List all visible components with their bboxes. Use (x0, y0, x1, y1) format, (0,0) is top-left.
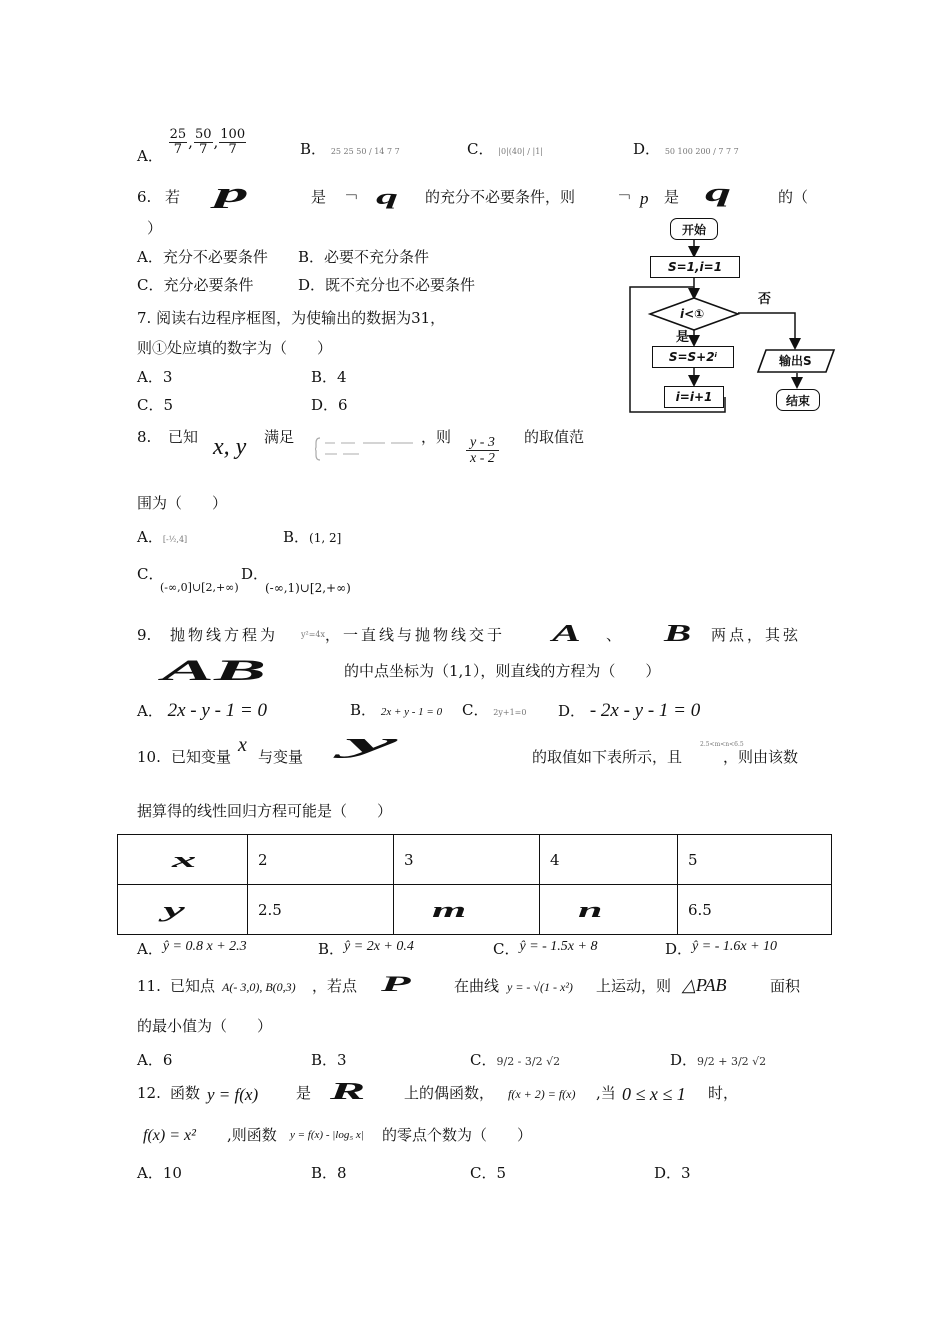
q9-option-c (462, 703, 526, 718)
q12-option-d: D．3 (654, 1164, 691, 1182)
q8-option-b-label: B． (283, 528, 310, 546)
q11-option-c-formula: 9/2 - 3/2 √2 (496, 1055, 561, 1068)
q8-option-b-formula: (1, 2] (309, 531, 342, 545)
table-cell (394, 885, 540, 935)
q8-fraction-numerator: y - 3 (466, 436, 499, 451)
q9-option-d-label: D． (558, 702, 586, 720)
q9-text: 的中点坐标为（1,1），则直线的方程为（ ） (344, 662, 661, 680)
table-cell (540, 885, 678, 935)
q6-text: 的充分不必要条件，则 (425, 188, 576, 206)
q9-option-b (350, 703, 442, 718)
flowchart-increment: i=i+1 (664, 386, 724, 408)
q12-option-b: B．8 (311, 1164, 347, 1182)
q11-text: 已知点 (170, 977, 216, 995)
q6-var-p: p (215, 178, 249, 209)
table-row (118, 835, 832, 885)
q12-range: 0 ≤ x ≤ 1 (622, 1084, 686, 1104)
q6-var-p2: p (640, 189, 649, 208)
q6-text: 若 (165, 188, 181, 206)
q6-text: 的（ (778, 188, 809, 206)
q6-text: 是 (664, 188, 680, 206)
q12-text: 上的偶函数， (404, 1084, 495, 1102)
table-cell: 6.5 (678, 885, 832, 935)
q12-text: ,则函数 (227, 1126, 277, 1144)
q10-number: 10. (137, 748, 161, 766)
fraction: $\frac{25}{7}$ (169, 127, 187, 158)
q7-line2: 则①处应填的数字为（ ） (137, 339, 333, 357)
q10-option-c (493, 939, 598, 958)
q12-var-r: R (330, 1079, 366, 1105)
fraction: $\frac{100}{7}$ (220, 127, 246, 158)
q10-text: 已知变量 (171, 748, 232, 766)
q9-text: ，一直线与抛物线交于 (325, 626, 506, 644)
flowchart-no-label: 否 (758, 292, 772, 307)
q12-option-c: C．5 (470, 1164, 507, 1182)
q8-option-d-formula: (-∞,1)∪[2,+∞) (265, 581, 351, 595)
q10-text: ，则由该数 (723, 748, 799, 766)
q7-line1: 7. 阅读右边程序框图，为使输出的数据为31， (137, 309, 446, 327)
q11-text: 上运动，则 (596, 977, 672, 995)
q11-option-a: A．6 (137, 1051, 173, 1069)
q8-option-c-formula: (-∞,0]∪[2,+∞) (160, 581, 239, 594)
q10-condition: 2.5<m<n<6.5 (700, 741, 744, 748)
q10-line2: 据算得的线性回归方程可能是（ ） (137, 802, 393, 820)
q8-option-d-label: D． (241, 565, 269, 583)
q5-option-d-formula: 50 100 200 / 7 7 7 (664, 147, 739, 156)
q11-line2: 的最小值为（ ） (137, 1017, 273, 1035)
q6-var-q2: q (705, 178, 731, 207)
table-header-y (118, 885, 248, 935)
q10-var-x: x (238, 734, 247, 756)
q10-option-d (665, 939, 778, 958)
q6-neg: ￢ (617, 188, 633, 206)
table-cell: 2.5 (248, 885, 394, 935)
q5-option-a-label: A． (137, 146, 163, 165)
q8-text: 已知 (168, 428, 199, 446)
q11-curve: y = - √(1 - x²) (507, 980, 573, 994)
q5-option-b-formula: 25 25 50 / 14 7 7 (330, 147, 400, 156)
table-cell: 4 (540, 835, 678, 885)
q10-option-b-label: B． (318, 940, 345, 958)
q10-option-a-formula: ŷ = 0.8 x + 2.3 (162, 939, 247, 954)
q10-option-c-label: C． (493, 940, 520, 958)
q11-text: 面积 (770, 977, 801, 995)
q10-var-y: y (345, 728, 398, 759)
q10-option-c-formula: ŷ = - 1.5x + 8 (519, 939, 598, 954)
q8-fraction-denominator: x - 2 (470, 451, 495, 466)
q8-text: ，则 (421, 428, 452, 446)
q8-fraction (466, 436, 499, 466)
q9-separator: 、 (606, 626, 622, 644)
flowchart-yes-label: 是 (676, 330, 690, 345)
q9-option-b-formula: 2x + y - 1 = 0 (380, 706, 443, 718)
q12-text: 函数 (170, 1084, 201, 1102)
table-cell: 5 (678, 835, 832, 885)
q8-constraint-system (315, 436, 415, 462)
q12-text: ,当 (596, 1084, 616, 1102)
table-cell-text: n (578, 896, 603, 922)
q6-text: ） (147, 219, 163, 237)
q12-fx: f(x) = x² (143, 1127, 196, 1144)
table-row (118, 885, 832, 935)
fraction: $\frac{50}{7}$ (194, 127, 212, 158)
q11-point-p: P (381, 971, 411, 996)
q10-option-d-formula: ŷ = - 1.6x + 10 (692, 939, 778, 954)
q11-points: A(- 3,0), B(0,3) (222, 980, 296, 994)
q8-line2: 围为（ ） (137, 494, 228, 512)
q9-option-c-formula: 2y+1=0 (493, 708, 527, 717)
q10-option-b (318, 939, 414, 958)
q7-option-d: D．6 (311, 396, 348, 414)
q8-option-c-label: C． (137, 565, 164, 583)
q9-option-a-formula: 2x - y - 1 = 0 (167, 700, 267, 721)
q8-number: 8. (137, 428, 152, 446)
q8-option-b (283, 530, 341, 545)
q9-option-d-formula: - 2x - y - 1 = 0 (589, 700, 701, 721)
table-cell-text: y (163, 896, 185, 922)
q7-option-b: B．4 (311, 368, 347, 386)
q12-option-a: A．10 (137, 1164, 182, 1182)
q9-option-c-label: C． (462, 701, 489, 719)
q8-option-a (137, 530, 187, 545)
q9-point-a: A (552, 621, 581, 647)
q9-option-a (137, 701, 267, 720)
q10-option-b-formula: ŷ = 2x + 0.4 (344, 939, 414, 954)
q9-option-b-label: B． (350, 701, 377, 719)
q8-vars: x, y (213, 434, 247, 460)
table-cell: 2 (248, 835, 394, 885)
q10-data-table (117, 834, 832, 935)
q6-option-d: D．既不充分也不必要条件 (298, 276, 476, 294)
q5-option-c-label: C． (467, 140, 494, 158)
q12-period: f(x + 2) = f(x) (508, 1087, 576, 1101)
q9-number: 9. (137, 626, 152, 644)
q9-chord-ab: AB (162, 654, 267, 687)
q5-option-a: A． $\frac{25}{7}$ , $\frac{50}{7}$ , $\frac{100}{7}$ (137, 127, 246, 165)
q9-parabola-equation: y²=4x (301, 630, 326, 639)
q6-var-q: q (376, 184, 398, 209)
q5-option-d-label: D． (633, 140, 661, 158)
flowchart-update: S=S+2ⁱ (652, 346, 734, 368)
q6-neg: ￢ (344, 188, 360, 206)
q7-option-a: A．3 (137, 368, 173, 386)
q11-triangle: △PAB (682, 975, 727, 995)
table-cell: 3 (394, 835, 540, 885)
q12-number: 12. (137, 1084, 161, 1102)
q11-option-c (470, 1053, 560, 1068)
q5-option-c-formula: |0|(40| / |1| (498, 147, 544, 156)
q8-text: 的取值范 (524, 428, 585, 446)
q11-text: ，若点 (312, 977, 358, 995)
q9-text: 抛物线方程为 (170, 626, 279, 644)
flowchart-end: 结束 (776, 389, 820, 411)
q6-text: 是 (311, 188, 327, 206)
q8-option-c (137, 567, 163, 582)
q11-text: 在曲线 (454, 977, 500, 995)
q11-option-d-formula: 9/2 + 3/2 √2 (697, 1055, 767, 1068)
q6-option-c: C．充分必要条件 (137, 276, 254, 294)
table-cell-text: m (432, 896, 467, 922)
q11-option-b: B．3 (311, 1051, 347, 1069)
q8-text: 满足 (264, 428, 295, 446)
flowchart-init: S=1,i=1 (650, 256, 740, 278)
q8-option-a-label: A． (137, 528, 163, 546)
q11-option-d-label: D． (670, 1051, 698, 1069)
q12-text: 时， (708, 1084, 739, 1102)
q9-point-b: B (664, 621, 692, 647)
q7-option-c: C．5 (137, 396, 174, 414)
q6-option-a: A．充分不必要条件 (137, 248, 268, 266)
q10-option-a (137, 939, 247, 958)
flowchart-output: 输出S (779, 354, 812, 368)
q10-text: 的取值如下表所示，且 (532, 748, 683, 766)
q6-number: 6. (137, 188, 152, 206)
table-cell-text: x (172, 846, 197, 872)
q6-option-b: B．必要不充分条件 (298, 248, 430, 266)
q12-function: y = f(x) (207, 1085, 259, 1104)
q8-option-d (241, 567, 268, 582)
q10-option-d-label: D． (665, 940, 693, 958)
q11-option-c-label: C． (470, 1051, 497, 1069)
q10-option-a-label: A． (137, 940, 163, 958)
q8-option-a-formula: [-½,4] (162, 535, 188, 544)
flowchart-start: 开始 (670, 218, 718, 240)
q11-option-d (670, 1053, 766, 1068)
q10-text: 与变量 (258, 748, 304, 766)
q9-option-d (558, 701, 700, 720)
flowchart-condition: i<① (680, 307, 705, 321)
q11-number: 11. (137, 977, 161, 995)
q9-text: 两点，其弦 (711, 626, 802, 644)
q9-option-a-label: A． (137, 702, 163, 720)
q12-text: 是 (296, 1084, 312, 1102)
q12-g-function: y = f(x) - |log₅ x| (290, 1129, 364, 1141)
q5-option-b-label: B． (300, 140, 327, 158)
q12-text: 的零点个数为（ ） (382, 1126, 533, 1144)
table-header-x (118, 835, 248, 885)
